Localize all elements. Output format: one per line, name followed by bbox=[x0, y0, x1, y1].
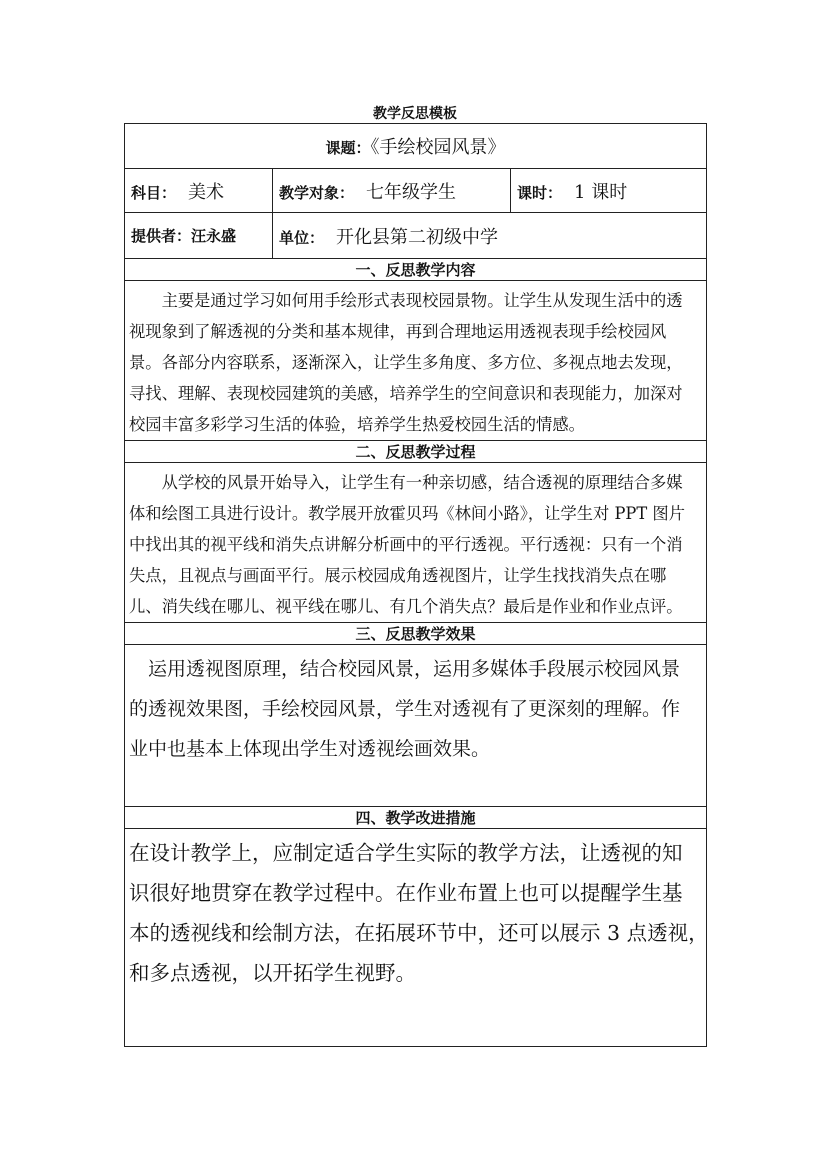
text-line: 中找出其的视平线和消失点讲解分析画中的平行透视。平行透视：只有一个消 bbox=[129, 535, 683, 554]
text-line: 和多点透视，以开拓学生视野。 bbox=[129, 961, 416, 985]
section-heading: 四、教学改进措施 bbox=[125, 807, 707, 829]
topic-cell bbox=[125, 124, 707, 169]
section-heading: 三、反思教学效果 bbox=[125, 623, 707, 645]
section-content bbox=[125, 829, 707, 1047]
text-line: 视现象到了解透视的分类和基本规律，再到合理地运用透视表现手绘校园风 bbox=[129, 322, 667, 341]
subject-label: 科目： bbox=[131, 183, 177, 202]
subject-value: 美术 bbox=[188, 181, 225, 203]
topic-value: 《手绘校园风景》 bbox=[370, 137, 506, 158]
unit-label: 单位： bbox=[279, 228, 325, 247]
text-line: 主要是通过学习如何用手绘形式表现校园景物。让学生从发现生活中的透 bbox=[129, 291, 683, 310]
topic-label: 课题： bbox=[325, 139, 371, 157]
text-line: 体和绘图工具进行设计。教学展开放霍贝玛《林间小路》，让学生对 PPT 图片 bbox=[129, 504, 685, 523]
provider-cell bbox=[125, 213, 273, 259]
text-line: 业中也基本上体现出学生对透视绘画效果。 bbox=[129, 738, 491, 760]
hours-label: 课时： bbox=[517, 183, 563, 202]
hours-cell bbox=[511, 169, 707, 213]
section-heading: 一、反思教学内容 bbox=[125, 259, 707, 281]
text-line: 运用透视图原理，结合校园风景，运用多媒体手段展示校园风景 bbox=[129, 658, 681, 680]
reflection-table bbox=[124, 123, 707, 1047]
section-content bbox=[125, 645, 707, 807]
text-line: 校园丰富多彩学习生活的体验，培养学生热爱校园生活的情感。 bbox=[129, 415, 585, 434]
text-line: 寻找、理解、表现校园建筑的美感，培养学生的空间意识和表现能力，加深对 bbox=[129, 384, 683, 403]
subject-cell bbox=[125, 169, 273, 213]
audience-label: 教学对象： bbox=[279, 183, 355, 202]
audience-value: 七年级学生 bbox=[366, 181, 457, 203]
text-line: 景。各部分内容联系，逐渐深入，让学生多角度、多方位、多视点地去发现， bbox=[129, 353, 683, 372]
text-line: 的透视效果图，手绘校园风景，学生对透视有了更深刻的理解。作 bbox=[129, 698, 681, 720]
text-line: 识很好地贯穿在教学过程中。在作业布置上也可以提醒学生基 bbox=[129, 881, 683, 905]
text-line: 从学校的风景开始导入，让学生有一种亲切感，结合透视的原理结合多媒 bbox=[129, 473, 683, 492]
hours-value: 1 课时 bbox=[574, 181, 628, 203]
section-content bbox=[125, 281, 707, 441]
text-line: 在设计教学上，应制定适合学生实际的教学方法，让透视的知 bbox=[129, 841, 683, 865]
unit-cell bbox=[273, 213, 707, 259]
unit-value: 开化县第二初级中学 bbox=[336, 226, 499, 248]
document-title: 教学反思模板 bbox=[373, 106, 457, 122]
section-heading: 二、反思教学过程 bbox=[125, 441, 707, 463]
section-content bbox=[125, 463, 707, 623]
provider-label: 提供者：汪永盛 bbox=[131, 227, 237, 245]
audience-cell bbox=[273, 169, 511, 213]
text-line: 失点，且视点与画面平行。展示校园成角透视图片，让学生找找消失点在哪 bbox=[129, 566, 667, 585]
text-line: 本的透视线和绘制方法，在拓展环节中，还可以展示 3 点透视， bbox=[129, 921, 709, 945]
text-line: 儿、消失线在哪儿、视平线在哪儿、有几个消失点？最后是作业和作业点评。 bbox=[129, 597, 683, 616]
